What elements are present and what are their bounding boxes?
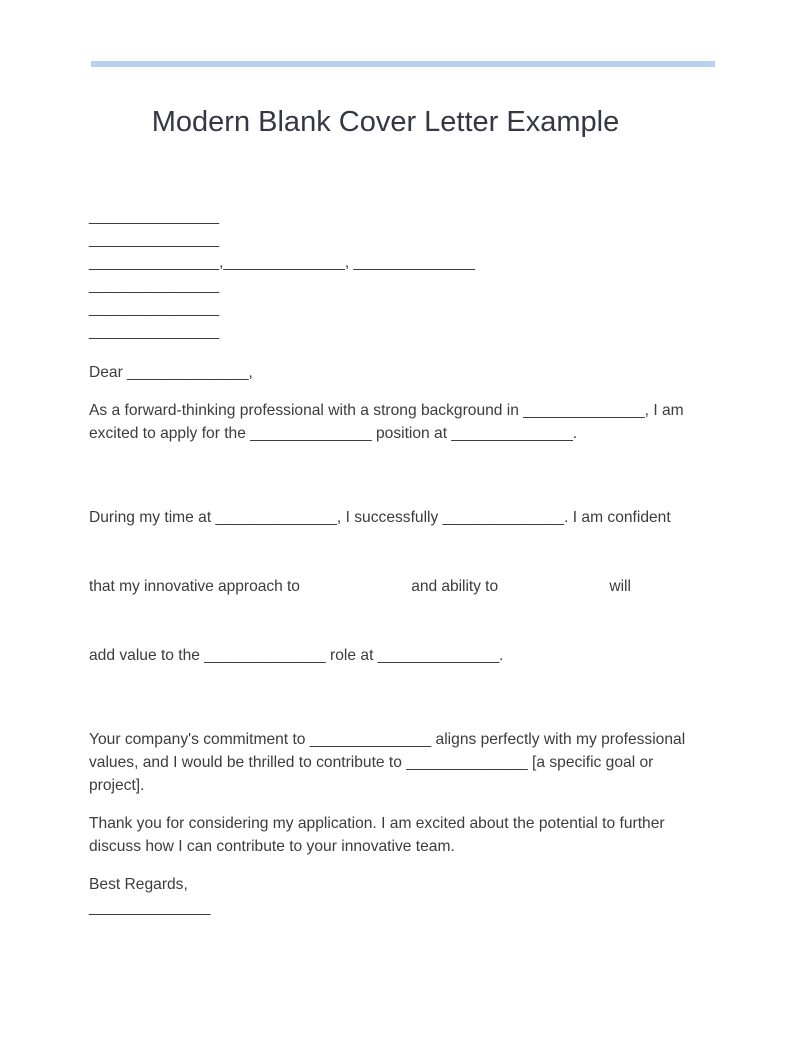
address-line: _______________ xyxy=(89,231,220,248)
paragraph-line: that my innovative approach to and ability to will xyxy=(89,578,631,595)
page-title: Modern Blank Cover Letter Example xyxy=(151,106,620,138)
address-line: _______________ xyxy=(89,323,220,340)
header-accent-rule xyxy=(91,61,715,67)
letter-body xyxy=(89,205,689,919)
paragraph-line: During my time at ______________, I successfully ______________. I am confident xyxy=(89,509,671,526)
paragraph-intro: As a forward-thinking professional with a strong background in ______________, I am excited to apply for the ______________ position at ______________. xyxy=(89,402,689,442)
closing: Best Regards, xyxy=(89,876,188,893)
address-line: _______________ xyxy=(89,208,220,225)
paragraph-thanks: Thank you for considering my application. I am excited about the potential to further discuss how I can contribute to your innovative team. xyxy=(89,815,669,855)
address-line: _______________ xyxy=(89,277,220,294)
address-line: _______________ xyxy=(89,300,220,317)
address-line: _______________,______________, ______________ xyxy=(89,254,475,271)
salutation: Dear ______________, xyxy=(89,364,253,381)
sender-address-block xyxy=(89,205,689,343)
signature-line: ______________ xyxy=(89,899,211,916)
paragraph-company-fit: Your company's commitment to ______________ aligns perfectly with my professional values, and I would be thrilled to contribute to ______________ [a specific goal or project]. xyxy=(89,731,690,794)
paragraph-experience xyxy=(89,460,689,713)
paragraph-line: add value to the ______________ role at ______________. xyxy=(89,647,504,664)
